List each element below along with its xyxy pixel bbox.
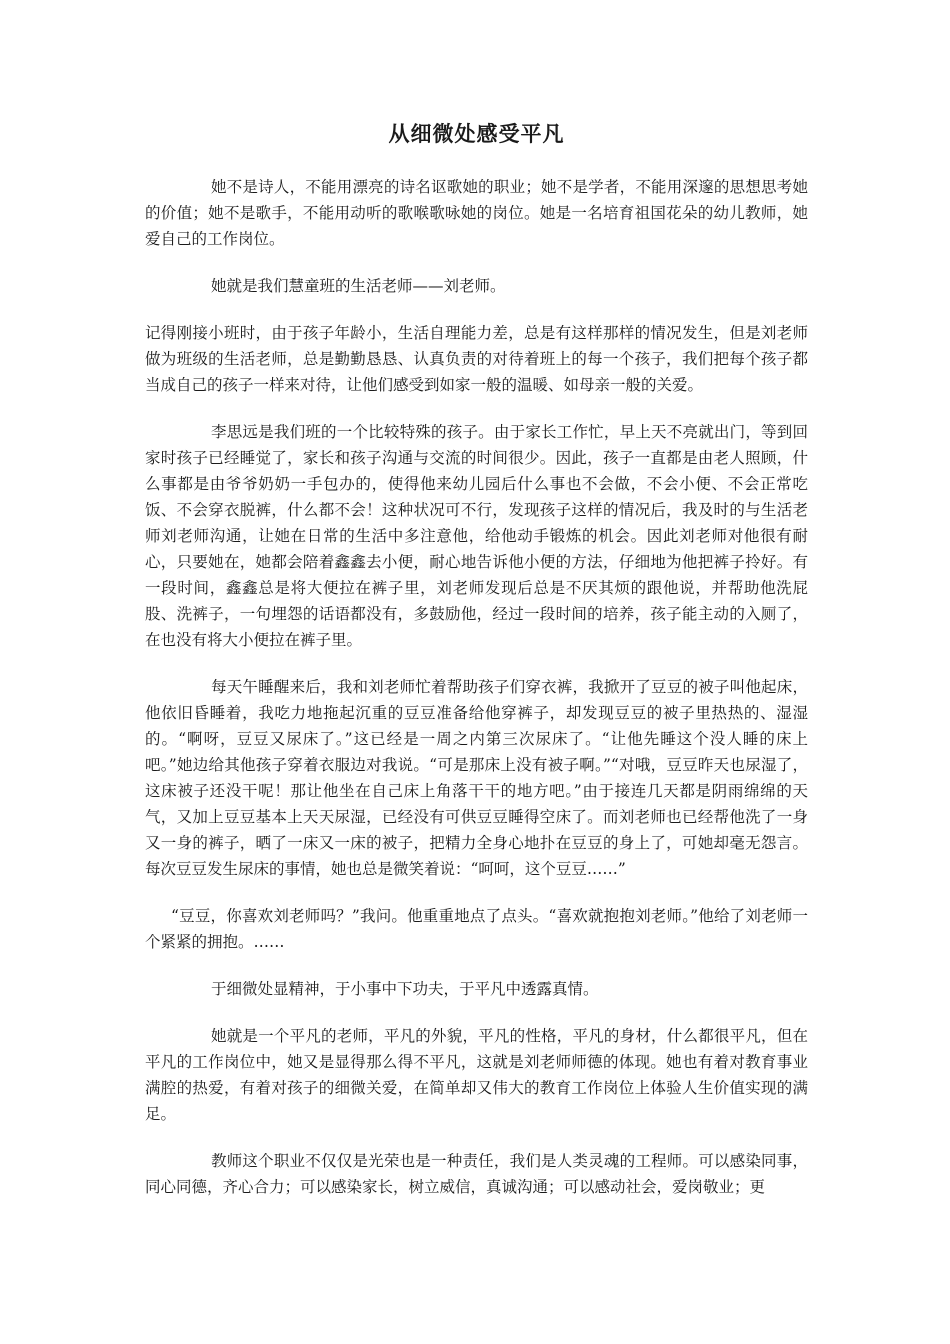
document-page (145, 118, 808, 1221)
paragraph-8: 她就是一个平凡的老师，平凡的外貌，平凡的性格，平凡的身材，什么都很平凡，但在平凡的工作岗位中，她又是显得那么得不平凡，这就是刘老师师德的体现。她也有着对教育事业满腔的热爱，有着对孩子的细微关爱，在简单却又伟大的教育工作岗位上体验人生价值实现的满足。 (145, 1027, 808, 1123)
paragraph-2: 她就是我们慧童班的生活老师——刘老师。 (211, 277, 506, 295)
paragraph-9: 教师这个职业不仅仅是光荣也是一种责任，我们是人类灵魂的工程师。可以感染同事，同心同德，齐心合力；可以感染家长，树立威信，真诚沟通；可以感动社会，爱岗敬业；更 (145, 1152, 808, 1196)
paragraph-7: 于细微处显精神，于小事中下功夫，于平凡中透露真情。 (211, 980, 599, 998)
paragraph-1: 她不是诗人，不能用漂亮的诗名讴歌她的职业；她不是学者，不能用深邃的思想思考她的价值；她不是歌手，不能用动听的歌喉歌咏她的岗位。她是一名培育祖国花朵的幼儿教师，她爱自己的工作岗位。 (145, 178, 808, 248)
paragraph-3: 记得刚接小班时，由于孩子年龄小，生活自理能力差，总是有这样那样的情况发生，但是刘老师做为班级的生活老师，总是勤勤恳恳、认真负责的对待着班上的每一个孩子，我们把每个孩子都当成自己的孩子一样来对待，让他们感受到如家一般的温暖、如母亲一般的关爱。 (145, 324, 808, 394)
paragraph-5: 每天午睡醒来后，我和刘老师忙着帮助孩子们穿衣裤，我掀开了豆豆的被子叫他起床，他依旧昏睡着，我吃力地拖起沉重的豆豆准备给他穿裤子，却发现豆豆的被子里热热的、湿湿的。“啊呀，豆豆又尿床了。”这已经是一周之内第三次尿床了。“让他先睡这个没人睡的床上吧。”她边给其他孩子穿着衣服边对我说。“可是那床上没有被子啊。”“对哦，豆豆昨天也尿湿了，这床被子还没干呢！那让他坐在自己床上角落干干的地方吧。”由于接连几天都是阴雨绵绵的天气，又加上豆豆基本上天天尿湿，已经没有可供豆豆睡得空床了。而刘老师也已经帮他洗了一身又一身的裤子，晒了一床又一床的被子，把精力全身心地扑在豆豆的身上了，可她却毫无怨言。每次豆豆发生尿床的事情，她也总是微笑着说：“呵呵，这个豆豆……” (145, 678, 808, 878)
document-title: 从细微处感受平凡 (388, 121, 565, 146)
paragraph-4: 李思远是我们班的一个比较特殊的孩子。由于家长工作忙，早上天不亮就出门，等到回家时孩子已经睡觉了，家长和孩子沟通与交流的时间很少。因此，孩子一直都是由老人照顾，什么事都是由爷爷奶奶一手包办的，使得他来幼儿园后什么事也不会做，不会小便、不会正常吃饭、不会穿衣脱裤，什么都不会！这种状况可不行，发现孩子这样的情况后，我及时的与生活老师刘老师沟通，让她在日常的生活中多注意他，给他动手锻炼的机会。因此刘老师对他很有耐心，只要她在，她都会陪着鑫鑫去小便，耐心地告诉他小便的方法，仔细地为他把裤子拎好。有一段时间，鑫鑫总是将大便拉在裤子里，刘老师发现后总是不厌其烦的跟他说，并帮助他洗屁股、洗裤子，一句埋怨的话语都没有，多鼓励他，经过一段时间的培养，孩子能主动的入厕了，在也没有将大小便拉在裤子里。 (145, 423, 808, 649)
paragraph-6: “豆豆，你喜欢刘老师吗？”我问。他重重地点了点头。“喜欢就抱抱刘老师。”他给了刘老师一个紧紧的拥抱。…… (145, 907, 808, 951)
